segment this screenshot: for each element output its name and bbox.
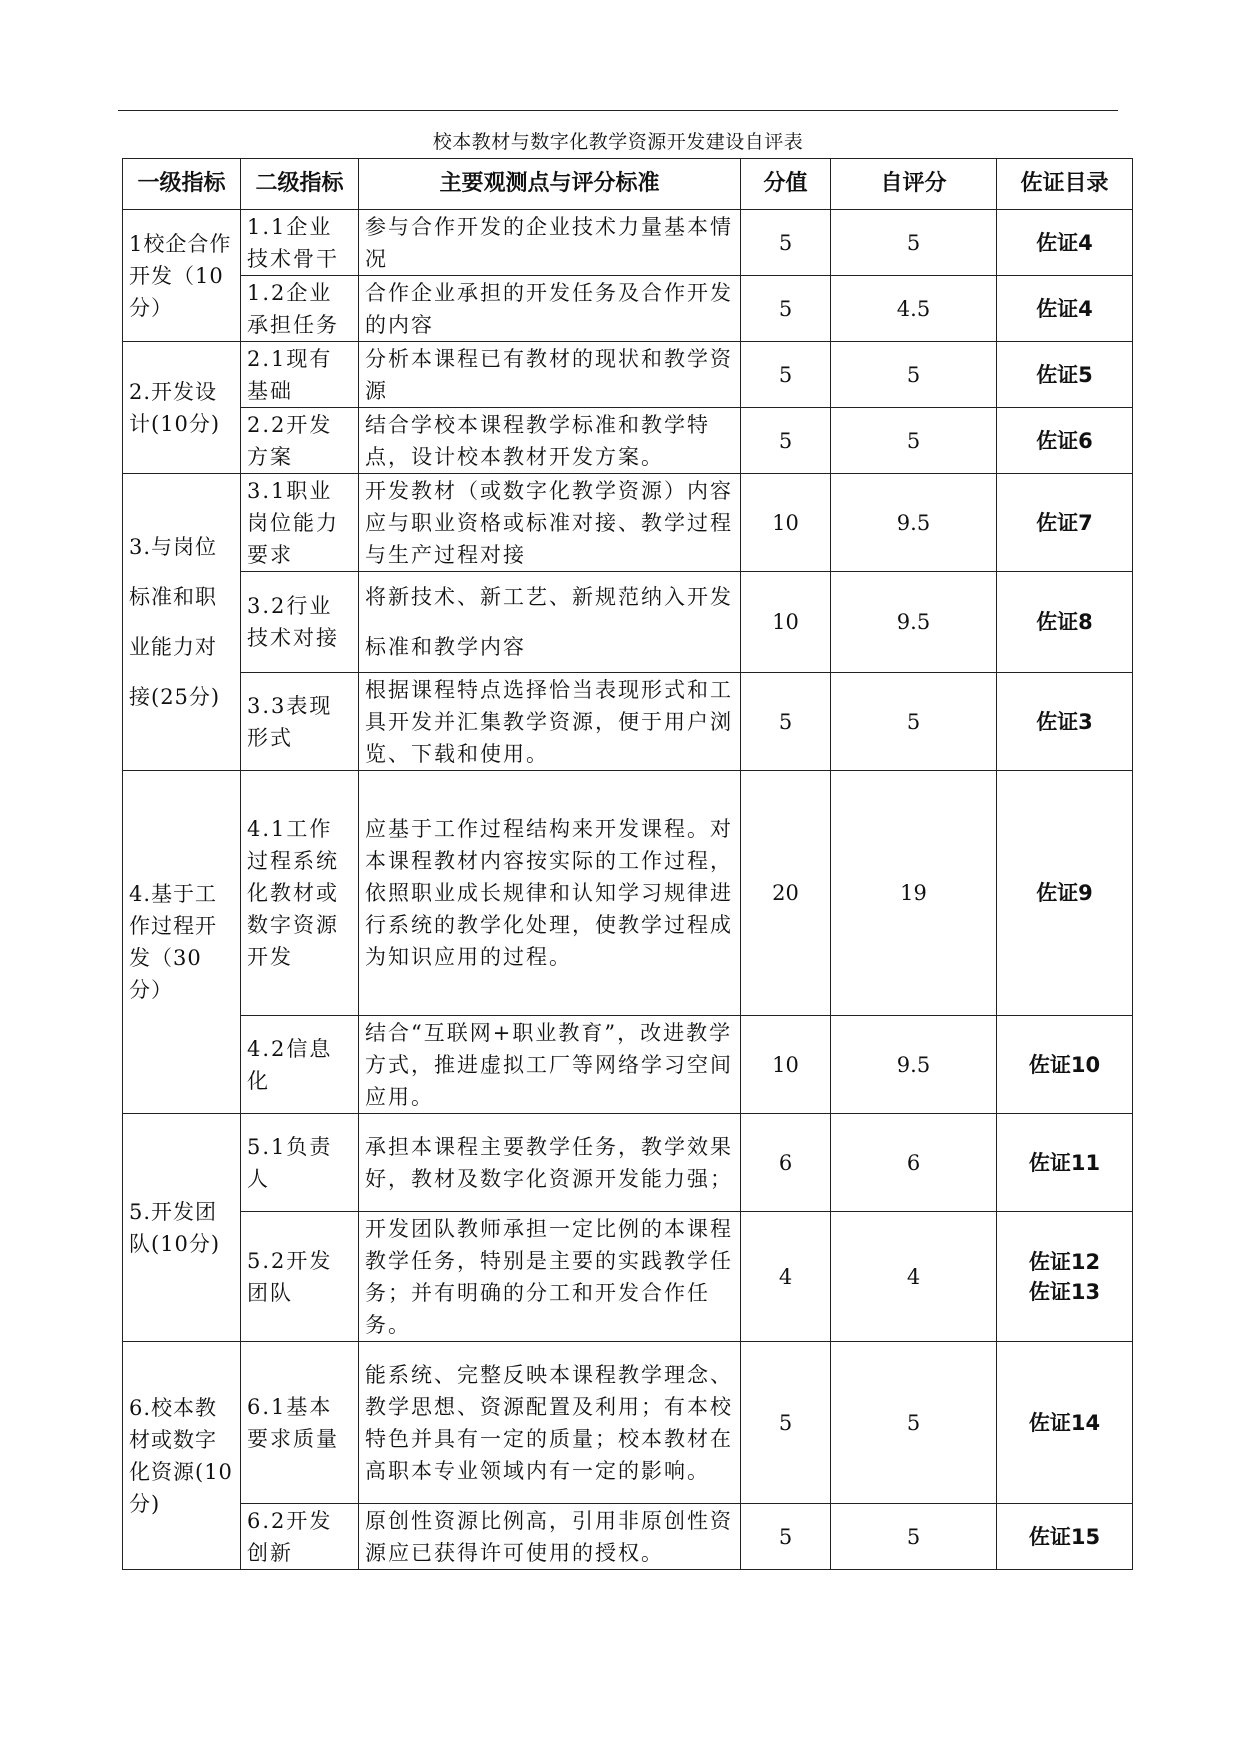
table-row [123,276,1133,342]
criteria-cell: 将新技术、新工艺、新规范纳入开发标准和教学内容 [359,572,741,673]
score-cell: 5 [741,673,831,771]
score-cell: 10 [741,1016,831,1114]
evidence-cell [997,1016,1133,1114]
evidence-label: 佐证10 [1028,1052,1101,1077]
table-row [123,408,1133,474]
level2-cell: 3.3表现形式 [241,673,359,771]
criteria-cell: 开发教材（或数字化教学资源）内容应与职业资格或标准对接、教学过程与生产过程对接 [359,474,741,572]
criteria-cell: 合作企业承担的开发任务及合作开发的内容 [359,276,741,342]
criteria-cell: 根据课程特点选择恰当表现形式和工具开发并汇集教学资源，便于用户浏览、下载和使用。 [359,673,741,771]
document-title: 校本教材与数字化教学资源开发建设自评表 [432,131,804,153]
level1-cell: 1校企合作开发（10分） [123,210,241,342]
header-evidence: 佐证目录 [997,159,1133,210]
header-level1: 一级指标 [123,159,241,210]
level2-cell: 2.1现有基础 [241,342,359,408]
self-score-cell: 9.5 [831,572,997,673]
score-cell: 5 [741,1504,831,1570]
criteria-cell: 承担本课程主要教学任务，教学效果好，教材及数字化资源开发能力强； [359,1114,741,1212]
evidence-cell [997,1504,1133,1570]
level2-cell: 5.1负责人 [241,1114,359,1212]
level1-cell: 4.基于工作过程开发（30分） [123,771,241,1114]
table-row [123,210,1133,276]
self-evaluation-table [122,158,1133,1570]
level1-cell: 2.开发设计(10分) [123,342,241,474]
level1-cell: 5.开发团队(10分) [123,1114,241,1342]
score-cell: 5 [741,408,831,474]
evidence-label: 佐证8 [1036,610,1093,634]
level2-cell: 4.1工作过程系统化教材或数字资源开发 [241,771,359,1016]
score-cell: 6 [741,1114,831,1212]
level1-cell: 3.与岗位标准和职业能力对接(25分) [123,474,241,771]
level2-cell: 1.2企业承担任务 [241,276,359,342]
evidence-label: 佐证7 [1036,510,1093,535]
score-cell: 20 [741,771,831,1016]
criteria-cell: 能系统、完整反映本课程教学理念、教学思想、资源配置及利用；有本校特色并具有一定的质量；校本教材在高职本专业领域内有一定的影响。 [359,1342,741,1504]
evidence-label: 佐证13 [1028,1279,1101,1304]
self-score-cell: 6 [831,1114,997,1212]
self-score-cell: 5 [831,1342,997,1504]
evidence-label: 佐证11 [1028,1150,1101,1175]
evidence-cell [997,342,1133,408]
table-row [123,1342,1133,1504]
evidence-cell [997,474,1133,572]
table-row [123,474,1133,572]
evidence-cell [997,408,1133,474]
evidence-cell [997,771,1133,1016]
self-score-cell: 5 [831,408,997,474]
level2-cell: 2.2开发方案 [241,408,359,474]
table-row [123,572,1133,673]
criteria-cell: 分析本课程已有教材的现状和教学资源 [359,342,741,408]
score-cell: 4 [741,1212,831,1342]
level2-cell: 6.2开发创新 [241,1504,359,1570]
self-score-cell: 19 [831,771,997,1016]
table-row [123,342,1133,408]
level2-cell: 6.1基本要求质量 [241,1342,359,1504]
table-row [123,771,1133,1016]
criteria-cell: 开发团队教师承担一定比例的本课程教学任务，特别是主要的实践教学任务；并有明确的分工和开发合作任务。 [359,1212,741,1342]
top-rule [118,110,1118,111]
score-cell: 5 [741,276,831,342]
evidence-cell [997,1342,1133,1504]
self-score-cell: 9.5 [831,474,997,572]
evidence-cell [997,1114,1133,1212]
self-score-cell: 4 [831,1212,997,1342]
evidence-cell [997,1212,1133,1342]
criteria-cell: 结合学校本课程教学标准和教学特点，设计校本教材开发方案。 [359,408,741,474]
header-score: 分值 [741,159,831,210]
evidence-label: 佐证4 [1036,296,1093,321]
score-cell: 10 [741,474,831,572]
criteria-cell: 参与合作开发的企业技术力量基本情况 [359,210,741,276]
header-criteria: 主要观测点与评分标准 [359,159,741,210]
evidence-label: 佐证3 [1036,709,1093,734]
self-score-cell: 9.5 [831,1016,997,1114]
table-row [123,673,1133,771]
table-row [123,1504,1133,1570]
evidence-label: 佐证15 [1028,1524,1101,1549]
score-cell: 5 [741,210,831,276]
level2-cell: 3.2行业技术对接 [241,572,359,673]
self-score-cell: 5 [831,342,997,408]
criteria-cell: 应基于工作过程结构来开发课程。对本课程教材内容按实际的工作过程，依照职业成长规律和认知学习规律进行系统的教学化处理，使教学过程成为知识应用的过程。 [359,771,741,1016]
score-cell: 5 [741,342,831,408]
evidence-label: 佐证6 [1036,428,1093,453]
header-row [123,159,1133,210]
self-score-cell: 4.5 [831,276,997,342]
evidence-label: 佐证14 [1028,1410,1101,1435]
evidence-label: 佐证12 [1028,1249,1101,1274]
self-score-cell: 5 [831,1504,997,1570]
evidence-cell [997,210,1133,276]
level1-cell: 6.校本教材或数字化资源(10分) [123,1342,241,1570]
header-self-score: 自评分 [831,159,997,210]
self-score-cell: 5 [831,210,997,276]
criteria-cell: 结合“互联网+职业教育”，改进教学方式，推进虚拟工厂等网络学习空间应用。 [359,1016,741,1114]
level2-cell: 5.2开发团队 [241,1212,359,1342]
evidence-cell [997,276,1133,342]
header-level2: 二级指标 [241,159,359,210]
table-row [123,1212,1133,1342]
level2-cell: 4.2信息化 [241,1016,359,1114]
level2-cell: 3.1职业岗位能力要求 [241,474,359,572]
table-row [123,1114,1133,1212]
evidence-label: 佐证9 [1036,881,1093,905]
level2-cell: 1.1企业技术骨干 [241,210,359,276]
table-row [123,1016,1133,1114]
self-score-cell: 5 [831,673,997,771]
evidence-cell [997,673,1133,771]
score-cell: 10 [741,572,831,673]
evidence-label: 佐证4 [1036,230,1093,255]
evidence-label: 佐证5 [1036,362,1093,387]
criteria-cell: 原创性资源比例高，引用非原创性资源应已获得许可使用的授权。 [359,1504,741,1570]
score-cell: 5 [741,1342,831,1504]
evidence-cell [997,572,1133,673]
